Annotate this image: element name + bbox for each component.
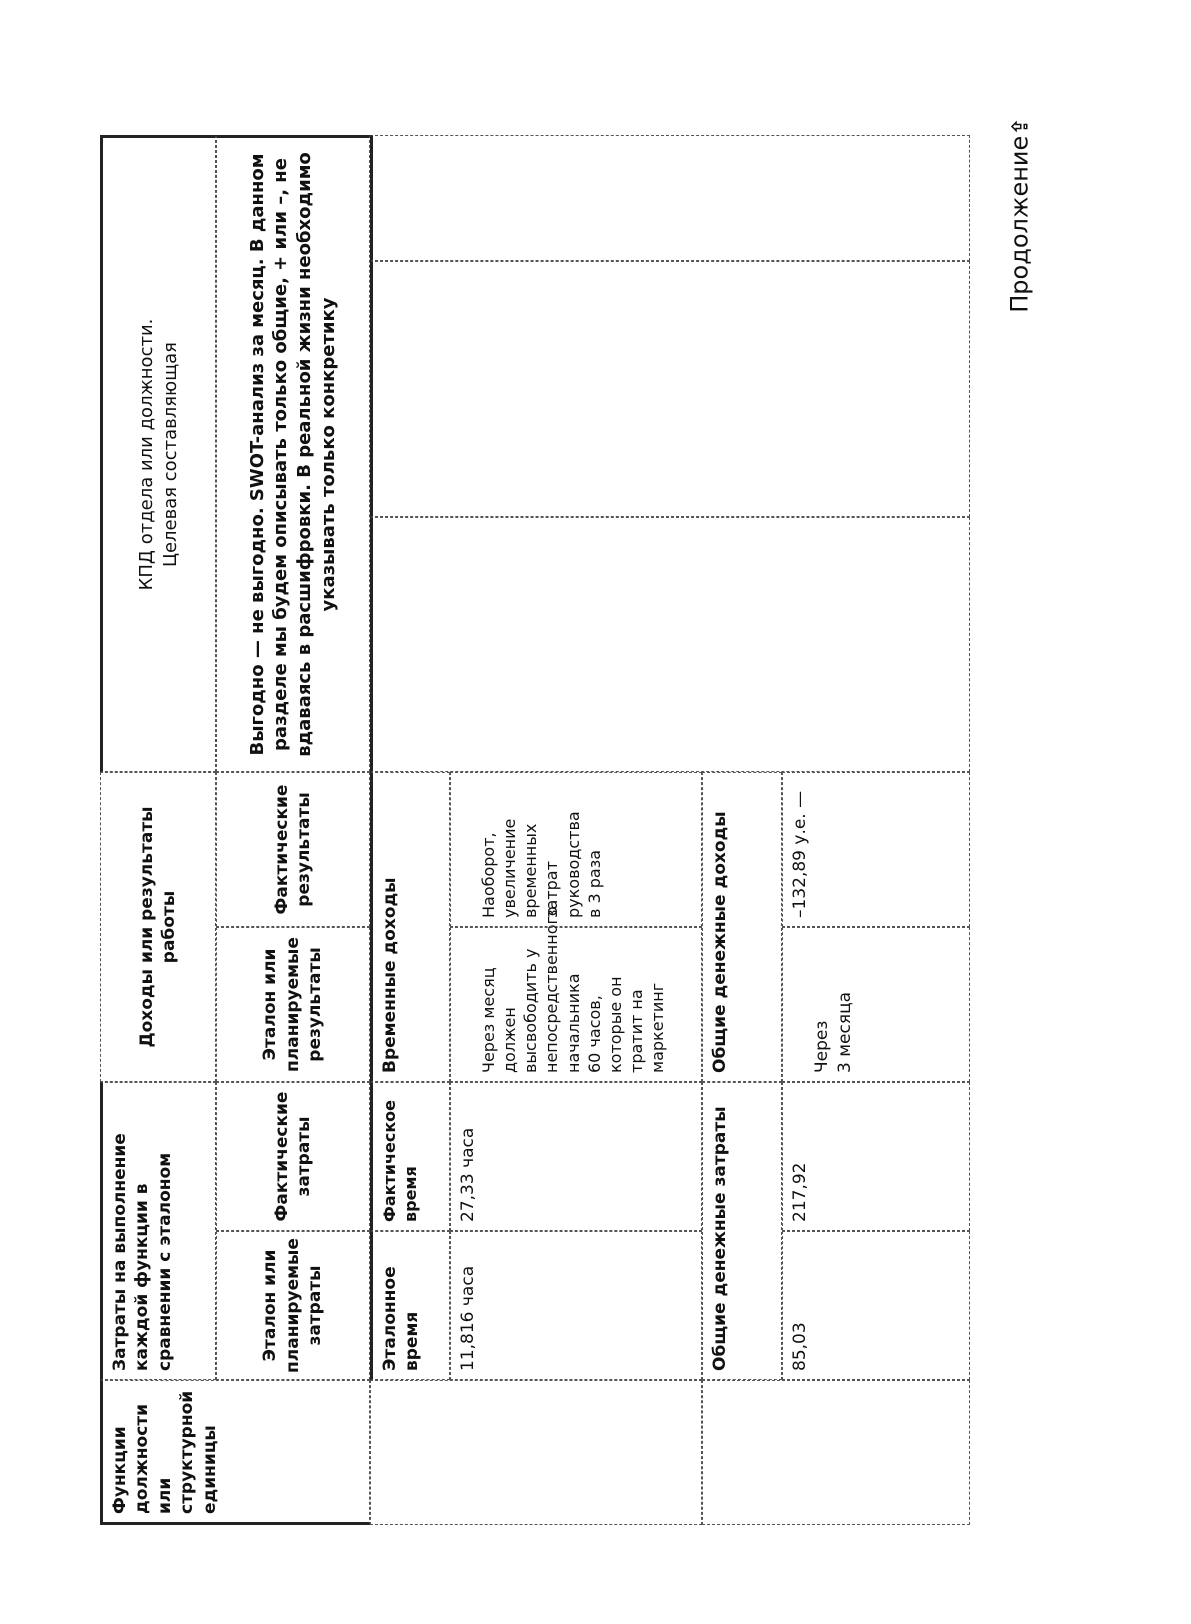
label-total-income: [702, 772, 782, 1082]
value-costs-actual: [782, 1082, 970, 1231]
header-functions-text: Функции должности или структурной единицы: [110, 1390, 220, 1514]
header-costs-group-text: Затраты на выполнение каждой функции в сравнении с эталоном: [110, 1133, 175, 1371]
continued-label-wrap: [1006, 117, 1034, 312]
kpd-pane-1: [370, 517, 970, 772]
value-income-actual-money: [782, 772, 970, 927]
kpd-pane-2: [370, 261, 970, 517]
header-income-group: [100, 772, 216, 1082]
value-income-planned-time-text: Через месяц должен высвободить у непосредственного начальника 60 часов, которые он тратит на маркетинг: [479, 906, 667, 1073]
label-total-income-text: Общие денежные доходы: [710, 811, 730, 1073]
header-kpd-title: [100, 135, 216, 772]
header-costs-actual-text: Фактические затраты: [271, 1091, 314, 1222]
label-total-costs: [702, 1082, 782, 1380]
header-functions: [100, 1380, 370, 1525]
label-time-income: [370, 772, 450, 1082]
label-actual-time: [370, 1082, 450, 1231]
value-costs-actual-text: 217,92: [790, 1162, 810, 1222]
kpd-pane-3: [370, 135, 970, 261]
label-time-income-text: Временные доходы: [380, 877, 400, 1073]
functions-cell-money: [702, 1380, 970, 1525]
header-costs-planned: [216, 1231, 370, 1380]
value-costs-planned-text: 85,03: [790, 1322, 810, 1371]
header-income-planned: [216, 927, 370, 1082]
rotated-table-page: [100, 125, 1000, 1525]
value-reference-time: [450, 1231, 702, 1380]
continued-label: Продолжение: [1006, 135, 1034, 313]
label-reference-time: [370, 1231, 450, 1380]
value-costs-planned: [782, 1231, 970, 1380]
continued-marker: [1000, 105, 1040, 325]
functions-cell-time: [370, 1380, 702, 1525]
header-kpd-note-text: Выгодно — не выгодно. SWOT-анализ за месяц. В данном разделе мы будем описывать только общие, + или –, не вдаваясь в расшифровки. В реальной жизни необходимо указывать только конкретику: [246, 152, 339, 757]
header-costs-actual: [216, 1082, 370, 1231]
value-income-planned-time: [450, 906, 702, 1082]
label-total-costs-text: Общие денежные затраты: [710, 1106, 730, 1371]
value-actual-time-text: 27,33 часа: [458, 1127, 478, 1222]
header-kpd-title-text: КПД отдела или должности. Целевая составляющая: [136, 318, 181, 591]
value-income-actual-money-text: –132,89 у.е. —: [790, 790, 810, 918]
value-income-planned-money-text: Через 3 месяца: [812, 991, 855, 1073]
header-income-actual-text: Фактические результаты: [271, 784, 314, 915]
arrow-icon: ⇪: [1009, 117, 1034, 136]
value-actual-time: [450, 1082, 702, 1231]
label-reference-time-text: Эталонное время: [380, 1266, 423, 1371]
header-income-actual: [216, 772, 370, 927]
label-actual-time-text: Фактическое время: [380, 1099, 421, 1222]
header-costs-planned-text: Эталон или планируемые затраты: [260, 1238, 326, 1373]
header-income-group-text: Доходы или результаты работы: [136, 806, 179, 1048]
value-income-actual-time-text: Наоборот, увеличение временных затрат руководства в 3 раза: [479, 811, 604, 918]
header-kpd-note: [216, 135, 370, 772]
value-reference-time-text: 11,816 часа: [458, 1265, 478, 1371]
header-income-planned-text: Эталон или планируемые результаты: [260, 937, 326, 1072]
header-costs-group: [100, 1082, 216, 1380]
value-income-actual-time: [450, 772, 702, 927]
value-income-planned-money: [782, 927, 970, 1082]
